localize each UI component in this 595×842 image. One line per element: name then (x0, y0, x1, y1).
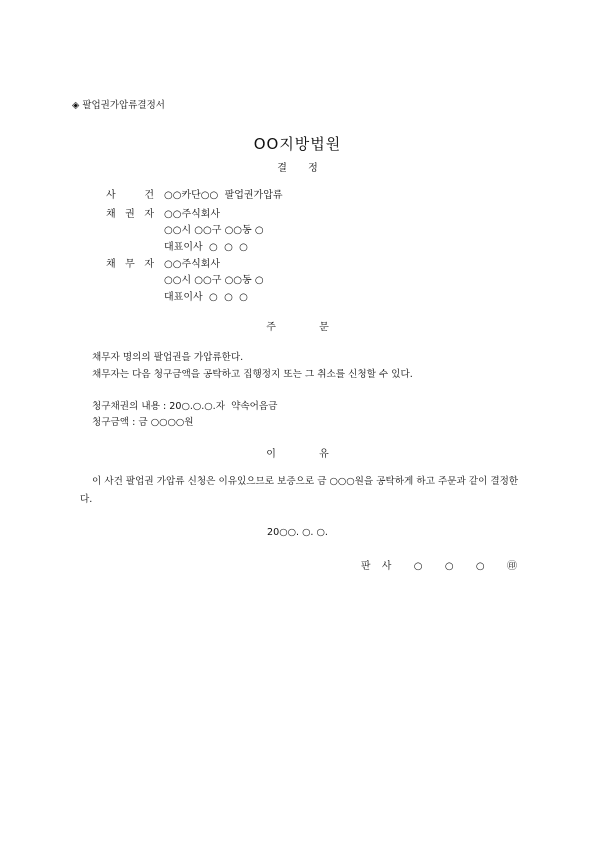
creditor-label: 채 권 자 (106, 209, 154, 220)
document-header: ◈ 팔업권가압류결정서 (72, 100, 165, 111)
case-value: ○○카단○○ 팔업권가압류 (164, 190, 283, 201)
order-line-2: 채무자는 다음 청구금액을 공탁하고 집행정지 또는 그 취소를 신청할 수 있다. (92, 369, 413, 380)
document-title: 결 정 (277, 163, 318, 174)
creditor-name: ○○주식회사 (164, 209, 221, 220)
debtor-name: ○○주식회사 (164, 259, 221, 270)
claim-content: 청구채권의 내용 : 20○.○.○.자 약속어음금 (92, 401, 278, 412)
reason-text: 이 사건 팔업권 가압류 신청은 이유있으므로 보증으로 금 ○○○원을 공탁하게 하고 주문과 같이 결정한다. (80, 476, 519, 505)
reason-heading: 이 유 (266, 449, 329, 460)
order-line-1: 채무자 명의의 팔업권을 가압류한다. (92, 352, 244, 363)
court-name: OO지방법원 (253, 135, 342, 153)
creditor-address: ○○시 ○○구 ○○동 ○ (164, 225, 264, 236)
judge-signature: 판 사 ○ ○ ○ ㊞ (360, 561, 517, 572)
case-label: 사 건 (106, 190, 154, 201)
decision-date: 20○○. ○. ○. (267, 527, 328, 538)
creditor-representative: 대표이사 ○ ○ ○ (164, 242, 248, 253)
claim-amount: 청구금액 : 금 ○○○○원 (92, 417, 194, 428)
order-heading: 주 문 (266, 322, 329, 333)
debtor-address: ○○시 ○○구 ○○동 ○ (164, 275, 264, 286)
debtor-label: 채 무 자 (106, 259, 154, 270)
debtor-representative: 대표이사 ○ ○ ○ (164, 292, 248, 303)
